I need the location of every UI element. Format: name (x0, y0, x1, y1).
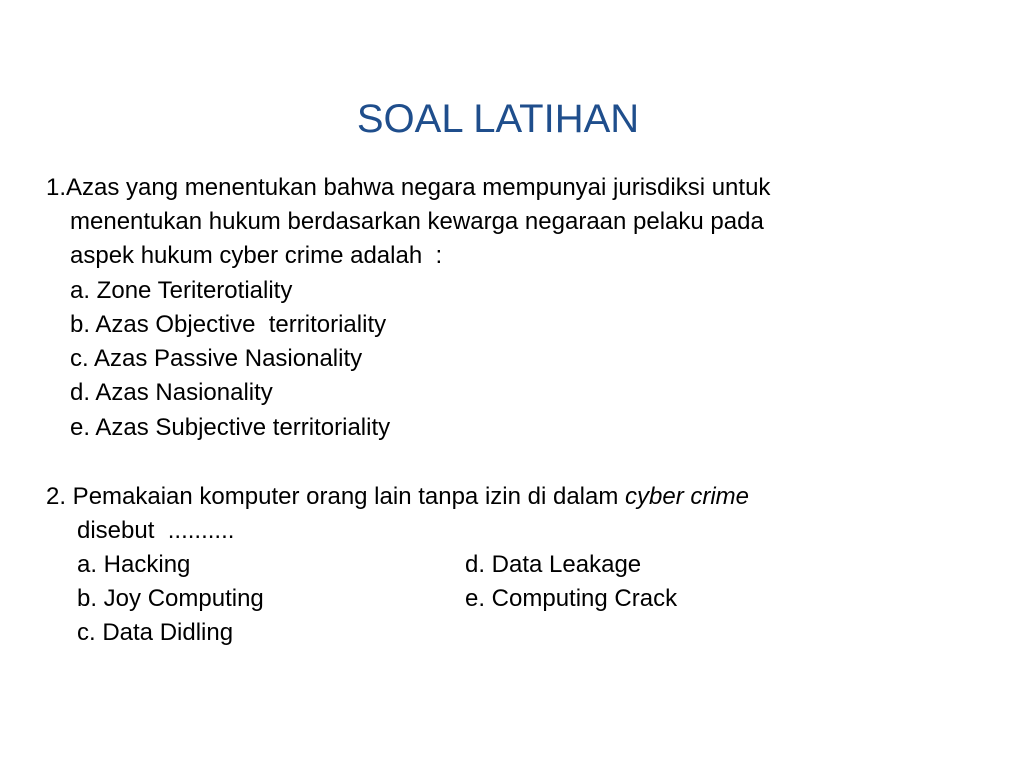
slide-title: SOAL LATIHAN (356, 97, 640, 141)
question-2-option-d: d. Data Leakage (465, 551, 642, 578)
question-1-text-line-2: menentukan hukum berdasarkan kewarga negaraan pelaku pada (70, 208, 764, 235)
question-2-option-b: b. Joy Computing (77, 585, 264, 612)
question-2-text-line-2: disebut .......... (77, 517, 235, 544)
question-2-text-prefix: 2. Pemakaian komputer orang lain tanpa izin di dalam (46, 483, 625, 510)
question-1-option-a: a. Zone Teriterotiality (70, 277, 293, 304)
question-1-text-line-1: 1.Azas yang menentukan bahwa negara mempunyai jurisdiksi untuk (46, 174, 771, 201)
question-2-option-a: a. Hacking (77, 551, 191, 578)
question-2-text-italic: cyber crime (625, 483, 750, 510)
question-1-text-line-3: aspek hukum cyber crime adalah : (70, 242, 443, 269)
question-1-option-e: e. Azas Subjective territoriality (70, 414, 391, 441)
question-1-option-b: b. Azas Objective territoriality (70, 311, 387, 338)
question-2-option-e: e. Computing Crack (465, 585, 678, 612)
question-2-option-c: c. Data Didling (77, 619, 234, 646)
question-2-text-line-1 (46, 482, 749, 512)
question-1-option-d: d. Azas Nasionality (70, 379, 273, 406)
question-1-option-c: c. Azas Passive Nasionality (70, 345, 363, 372)
